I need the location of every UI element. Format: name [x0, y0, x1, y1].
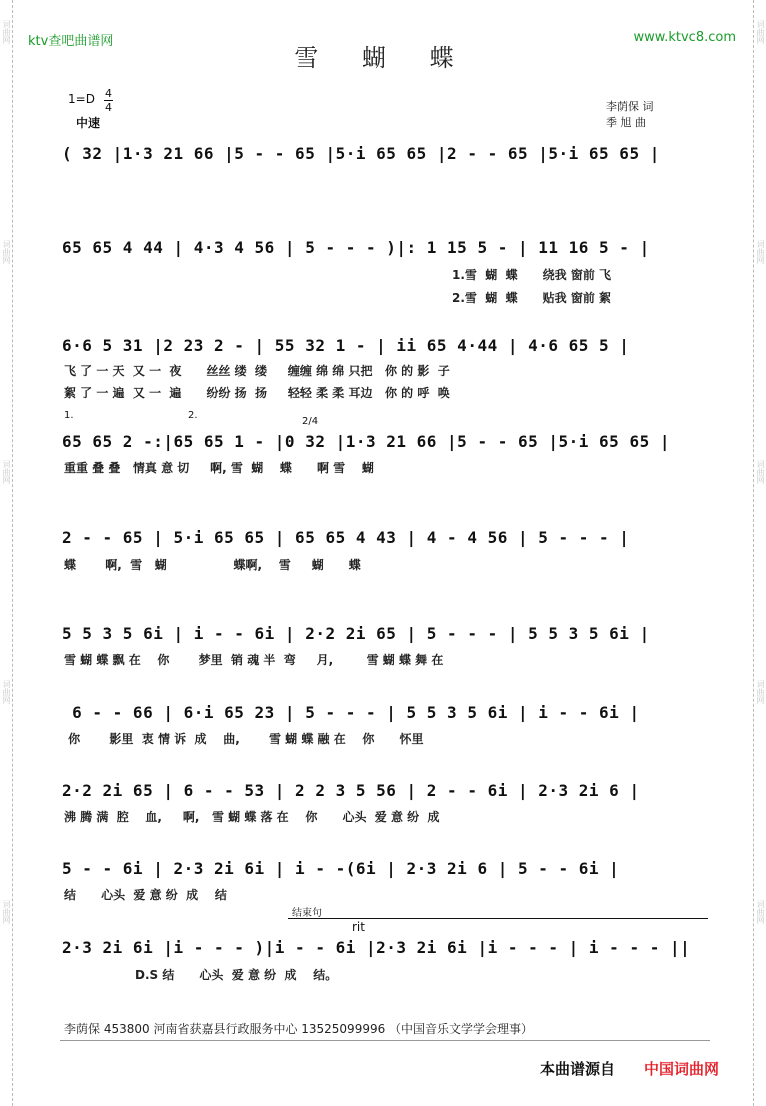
score-row-1: ( 32 |1·3 21 66 |5 - - 65 |5·i 65 65 |2 - - 65 |5·i 65 65 | — [62, 144, 660, 163]
watermark-left: 词曲网 — [2, 20, 11, 44]
source-name: 中国词曲网 — [644, 1060, 720, 1078]
watermark-left: 词曲网 — [2, 900, 11, 924]
site-name-left: ktv查吧曲谱网 — [28, 34, 114, 49]
watermark-right: 词曲网 — [756, 900, 765, 924]
watermark-right: 词曲网 — [756, 460, 765, 484]
tempo-marking: 中速 — [76, 116, 101, 130]
left-margin-strip — [0, 0, 13, 1106]
source-label: 本曲谱源自 — [540, 1060, 616, 1078]
lyric-row-3-verse-1: 飞 了 一 天 又 一 夜 丝丝 缕 缕 缠缠 绵 绵 只把 你 的 影 子 — [64, 364, 450, 378]
meter-bottom: 4 — [105, 101, 112, 114]
lyric-row-6: 雪 蝴 蝶 飘 在 你 梦里 销 魂 半 弯 月, 雪 蝴 蝶 舞 在 — [64, 653, 444, 667]
score-row-6: 5 5 3 5 6i | i - - 6i | 2·2 2i 65 | 5 - - - | 5 5 3 5 6i | — [62, 624, 650, 643]
composer-credit: 季 旭 曲 — [606, 116, 646, 129]
score-row-3: 6·6 5 31 |2 23 2 - | 55 32 1 - | ii 65 4·44 | 4·6 65 5 | — [62, 336, 630, 355]
score-row-8: 2·2 2i 65 | 6 - - 53 | 2 2 3 5 56 | 2 - - 6i | 2·3 2i 6 | — [62, 781, 640, 800]
score-row-7: 6 - - 66 | 6·i 65 23 | 5 - - - | 5 5 3 5 6i | i - - 6i | — [62, 703, 640, 722]
lyric-row-8: 沸 腾 满 腔 血, 啊, 雪 蝴 蝶 落 在 你 心头 爱 意 纷 成 — [64, 810, 440, 824]
score-row-2: 65 65 4 44 | 4·3 4 56 | 5 - - - )|: 1 15 5 - | 11 16 5 - | — [62, 238, 650, 257]
lyric-row-2-verse-2: 2.雪 蝴 蝶 贴我 窗前 絮 — [452, 291, 612, 305]
coda-bracket — [288, 918, 708, 919]
score-row-9: 5 - - 6i | 2·3 2i 6i | i - -(6i | 2·3 2i 6 | 5 - - 6i | — [62, 859, 620, 878]
coda-label: 结束句 — [292, 908, 322, 919]
rit-marking: rit — [352, 920, 365, 934]
lyric-row-3-verse-2: 絮 了 一 遍 又 一 遍 纷纷 扬 扬 轻轻 柔 柔 耳边 你 的 呼 唤 — [64, 386, 450, 400]
watermark-left: 词曲网 — [2, 240, 11, 264]
watermark-right: 词曲网 — [756, 680, 765, 704]
meter-change-mark: 2/4 — [302, 416, 319, 427]
score-row-4: 65 65 2 -:|65 65 1 - |0 32 |1·3 21 66 |5 - - 65 |5·i 65 65 | — [62, 432, 670, 451]
score-row-5: 2 - - 65 | 5·i 65 65 | 65 65 4 43 | 4 - 4 56 | 5 - - - | — [62, 528, 630, 547]
meter-top: 4 — [105, 87, 112, 100]
watermark-right: 词曲网 — [756, 20, 765, 44]
first-ending-mark: 1. — [64, 410, 74, 421]
score-row-10: 2·3 2i 6i |i - - - )|i - - 6i |2·3 2i 6i |i - - - | i - - - || — [62, 938, 691, 957]
lyric-row-9: 结 心头 爱 意 纷 成 结 — [64, 888, 227, 902]
lyric-row-5: 蝶 啊, 雪 蝴 蝶啊, 雪 蝴 蝶 — [64, 558, 361, 572]
second-ending-mark: 2. — [188, 410, 198, 421]
watermark-right: 词曲网 — [756, 240, 765, 264]
lyricist-credit: 李荫保 词 — [606, 100, 654, 113]
watermark-left: 词曲网 — [2, 680, 11, 704]
song-title: 雪 蝴 蝶 — [294, 44, 472, 72]
contact-info: 李荫保 453800 河南省获嘉县行政服务中心 13525099996 （中国音乐文学学会理事） — [64, 1022, 534, 1036]
site-url-right: www.ktvc8.com — [633, 30, 736, 45]
watermark-left: 词曲网 — [2, 460, 11, 484]
lyric-row-10: D.S 结 心头 爱 意 纷 成 结。 — [64, 968, 338, 982]
time-signature — [104, 87, 113, 114]
lyric-row-4: 重重 叠 叠 情真 意 切 啊, 雪 蝴 蝶 啊 雪 蝴 — [64, 461, 374, 475]
key-signature: 1=D — [68, 92, 95, 106]
lyric-row-2-verse-1: 1.雪 蝴 蝶 绕我 窗前 飞 — [452, 268, 612, 282]
right-margin-strip — [753, 0, 766, 1106]
lyric-row-7: 你 影里 衷 情 诉 成 曲, 雪 蝴 蝶 融 在 你 怀里 — [64, 732, 424, 746]
footer-divider — [60, 1040, 710, 1041]
